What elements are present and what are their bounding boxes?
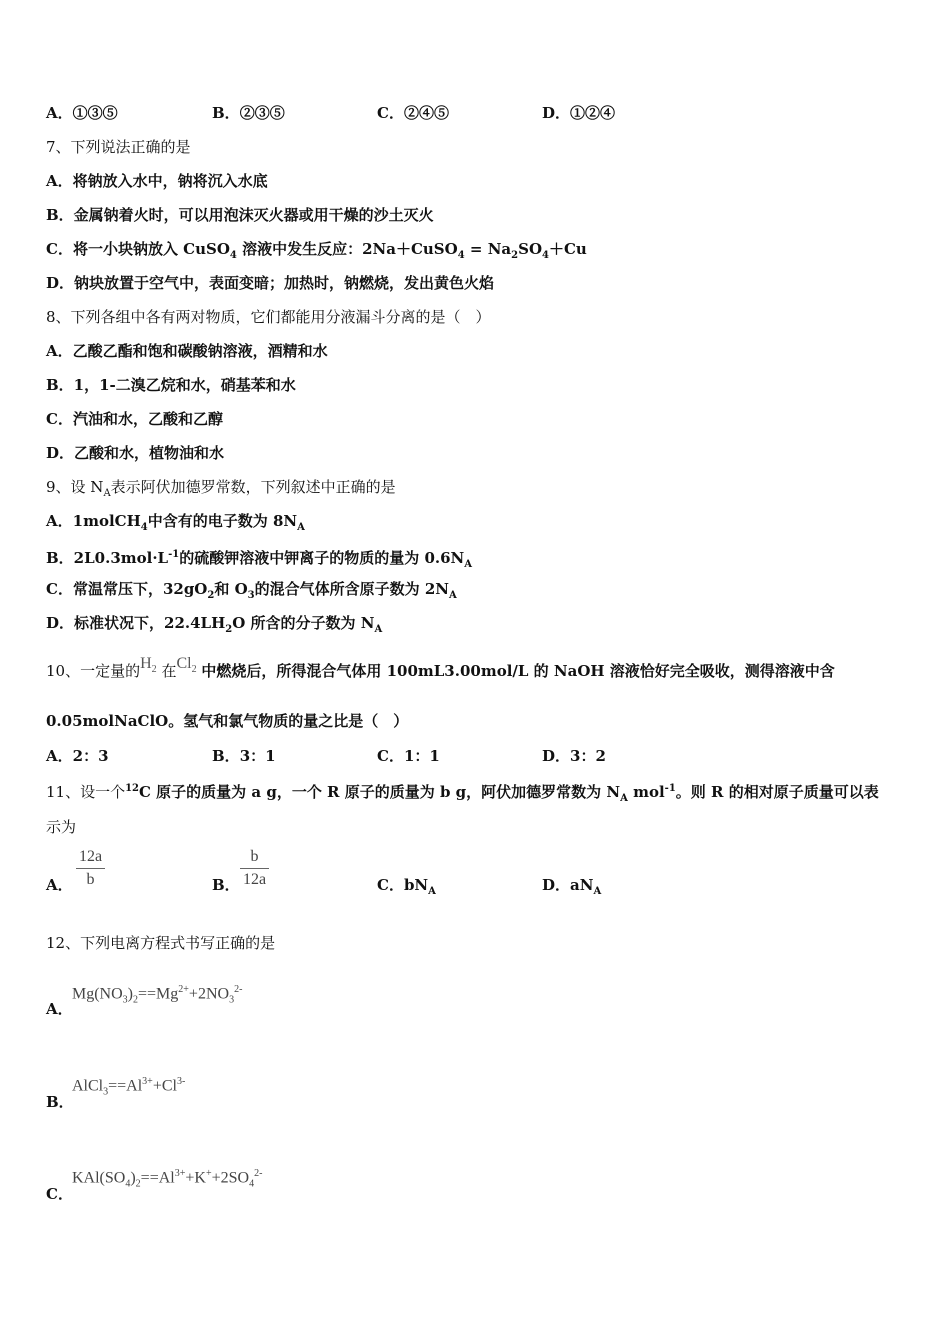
subscript: A	[464, 559, 473, 570]
subscript: A	[428, 886, 436, 897]
q10-stem-text: 中燃烧后，所得混合气体用 100mL3.00mol/L 的 NaOH 溶液恰好完全吸收，测得溶液中含	[201, 662, 835, 680]
q10-option-a[interactable]: A．2：3	[46, 747, 109, 765]
numerator: 12a	[76, 848, 105, 869]
q9-a-text: A．1molCH	[46, 512, 141, 530]
q12-option-a-formula[interactable]: $Mg(NO_3)_2==Mg^{2+}+2NO_3^{2-}$	[72, 984, 243, 1006]
q9-c-text: C．常温常压下，32gO	[46, 580, 208, 598]
q7-c-text: 溶液中发生反应：2Na＋CuSO	[236, 240, 458, 258]
q11-option-b-letter[interactable]: B．	[212, 876, 240, 894]
subscript: A	[103, 488, 111, 499]
q9-stem	[46, 477, 396, 504]
superscript: -1	[168, 549, 180, 560]
q7-c-text: SO	[518, 240, 543, 258]
subscript: 4	[229, 250, 237, 261]
q10-stem-text: 10、一定量的	[46, 662, 141, 680]
q9-b-text: 的硫酸钾溶液中钾离子的物质的量为 0.6N	[179, 549, 465, 567]
q8-option-a[interactable]: A．乙酸乙酯和饱和碳酸钠溶液，酒精和水	[46, 342, 328, 360]
q9-c-text: 和 O	[214, 580, 248, 598]
q9-d-text: O 所含的分子数为 N	[232, 614, 375, 632]
q6-option-c[interactable]: C．②④⑤	[377, 104, 449, 122]
q10-stem	[46, 655, 835, 690]
q7-option-b[interactable]: B．金属钠着火时，可以用泡沫灭火器或用干燥的沙土灭火	[46, 206, 434, 224]
option-text: C．bN	[377, 876, 429, 894]
subscript: 4	[457, 250, 465, 261]
subscript: A	[448, 590, 457, 601]
h2-formula	[140, 655, 157, 676]
q9-stem-text: 表示阿伏加德罗常数，下列叙述中正确的是	[110, 478, 396, 496]
q10-option-d[interactable]: D．3：2	[542, 747, 606, 765]
q9-stem-text: 9、设 N	[46, 478, 104, 496]
subscript: 2	[191, 664, 197, 676]
q11-stem-text: 。则 R 的相对原子质量可以表	[675, 783, 879, 801]
subscript: 4	[542, 250, 549, 261]
numerator: b	[240, 848, 269, 869]
q9-option-c[interactable]	[46, 579, 457, 606]
q9-a-text: 中含有的电子数为 8N	[147, 512, 298, 530]
q8-option-b[interactable]: B．1，1-二溴乙烷和水，硝基苯和水	[46, 376, 296, 394]
q12-stem: 12、下列电离方程式书写正确的是	[46, 934, 276, 952]
q10-stem-cont: 0.05molNaClO。氢气和氯气物质的量之比是（ ）	[46, 712, 409, 730]
subscript: A	[593, 886, 602, 897]
q7-option-c[interactable]	[46, 239, 587, 266]
cl2-formula	[176, 655, 197, 676]
q9-option-b[interactable]	[46, 545, 472, 575]
q8-option-c[interactable]: C．汽油和水，乙酸和乙醇	[46, 410, 223, 428]
q11-stem-cont: 示为	[46, 818, 77, 836]
q12-option-b-letter[interactable]: B．	[46, 1093, 74, 1111]
denominator: b	[86, 871, 95, 888]
superscript: -1	[664, 783, 676, 794]
q10-option-c[interactable]: C．1：1	[377, 747, 440, 765]
q12-option-a-letter[interactable]: A．	[46, 1000, 73, 1018]
q12-option-c-formula[interactable]: $KAl(SO_4)_2==Al^{3+}+K^++2SO_4^{2-}$	[72, 1168, 263, 1190]
q7-c-text: C．将一小块钠放入 CuSO	[46, 240, 230, 258]
subscript: A	[374, 624, 383, 635]
q9-d-text: D．标准状况下，22.4LH	[46, 614, 226, 632]
superscript: 12	[125, 783, 140, 794]
q10-stem-text: 在	[161, 662, 177, 680]
q9-option-d[interactable]	[46, 613, 382, 640]
q11-option-b-fraction[interactable]	[240, 848, 269, 889]
formula-text: H	[140, 655, 152, 672]
subscript: 4	[140, 522, 148, 533]
q8-option-d[interactable]: D．乙酸和水，植物油和水	[46, 444, 225, 462]
q7-c-text: = Na	[464, 240, 512, 258]
q11-option-c[interactable]	[377, 874, 436, 897]
q11-options	[46, 848, 906, 898]
q12-option-b-formula[interactable]: $AlCl_3==Al^{3+}+Cl^{3-}$	[72, 1076, 186, 1098]
subscript: 3	[247, 590, 255, 601]
q11-stem-text: C 原子的质量为 a g，一个 R 原子的质量为 b g，阿伏加德罗常数为 N	[139, 783, 621, 801]
subscript: A	[297, 522, 305, 533]
q6-option-a[interactable]: A．①③⑤	[46, 104, 118, 122]
q6-option-d[interactable]: D．①②④	[542, 104, 616, 122]
q7-option-d[interactable]: D．钠块放置于空气中，表面变暗；加热时，钠燃烧，发出黄色火焰	[46, 274, 495, 292]
q7-option-a[interactable]: A．将钠放入水中，钠将沉入水底	[46, 172, 268, 190]
q11-stem-text: 11、设一个	[46, 783, 126, 801]
q10-option-b[interactable]: B．3：1	[212, 747, 276, 765]
subscript: 2	[225, 624, 233, 635]
q11-option-a-letter[interactable]: A．	[46, 876, 73, 894]
subscript: 2	[207, 590, 215, 601]
q7-c-text: ＋Cu	[548, 240, 587, 258]
q9-option-a[interactable]	[46, 511, 305, 538]
q11-stem	[46, 779, 879, 809]
subscript: 2	[151, 664, 157, 676]
q12-option-c-letter[interactable]: C．	[46, 1185, 73, 1203]
q9-c-text: 的混合气体所含原子数为 2N	[254, 580, 449, 598]
q11-stem-text: mol	[627, 783, 665, 801]
q11-option-d[interactable]	[542, 874, 601, 897]
subscript: 2	[511, 250, 519, 261]
q7-stem: 7、下列说法正确的是	[46, 138, 191, 156]
option-text: D．aN	[542, 876, 594, 894]
q11-option-a-fraction[interactable]	[76, 848, 105, 889]
q8-stem: 8、下列各组中各有两对物质，它们都能用分液漏斗分离的是（ ）	[46, 308, 491, 326]
formula-text: Cl	[176, 655, 192, 672]
q9-b-text: B．2L0.3mol·L	[46, 549, 169, 567]
denominator: 12a	[243, 871, 267, 888]
subscript: A	[620, 793, 628, 804]
q6-option-b[interactable]: B．②③⑤	[212, 104, 285, 122]
